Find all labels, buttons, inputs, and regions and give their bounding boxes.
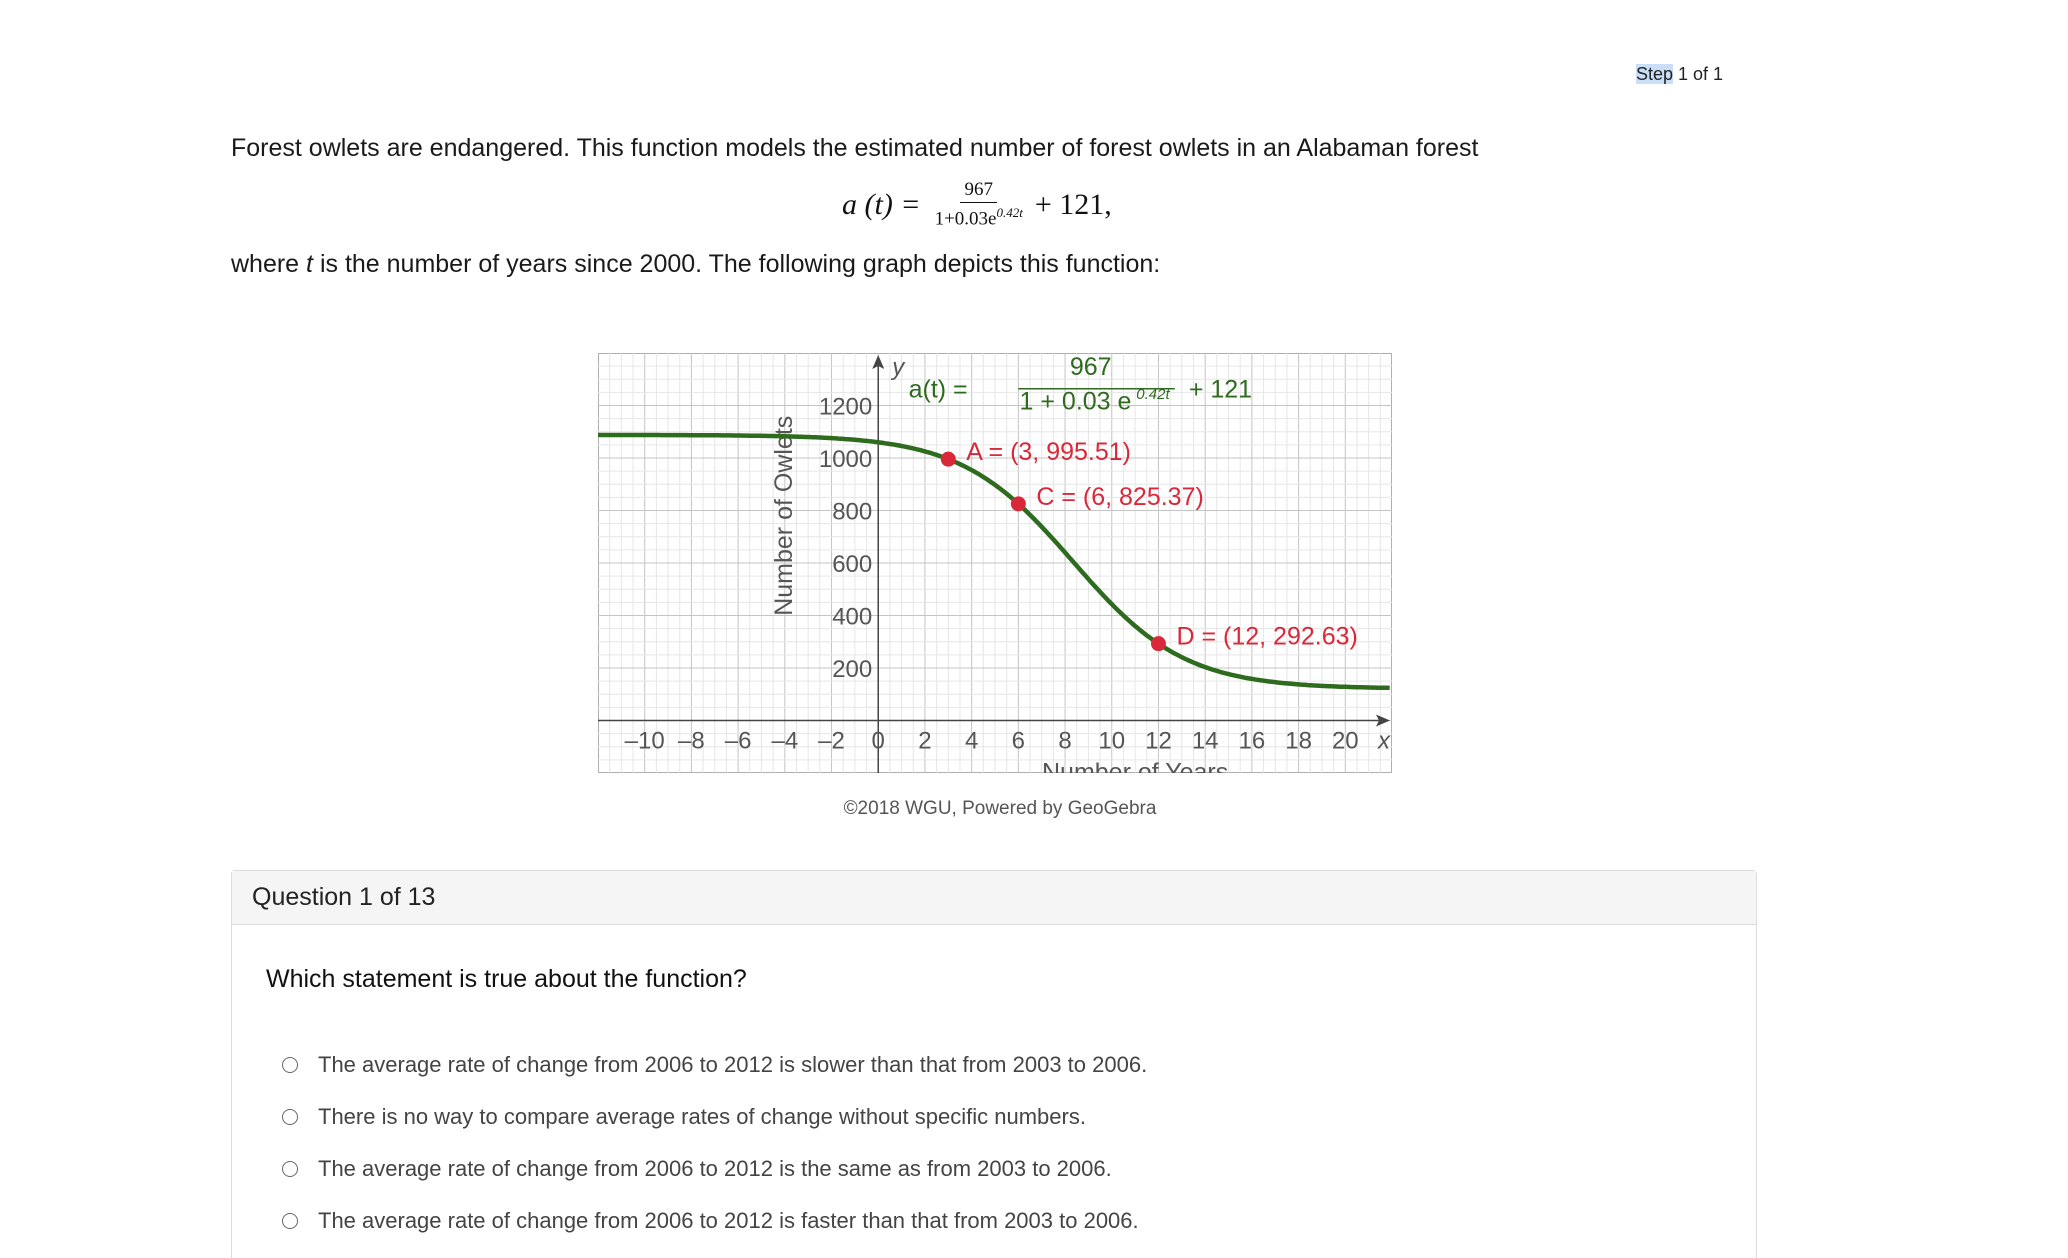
x-tick-label: –6	[724, 727, 752, 755]
answer-option-label: The average rate of change from 2006 to 2012 is the same as from 2003 to 2006.	[318, 1156, 1112, 1181]
formula-fraction	[935, 180, 1023, 229]
radio-button[interactable]	[282, 1057, 298, 1073]
answer-option[interactable]	[282, 1195, 1147, 1247]
answer-option-label: There is no way to compare average rates of change without specific numbers.	[318, 1104, 1086, 1129]
x-tick-label: 4	[964, 727, 979, 755]
x-tick-label: –2	[818, 727, 845, 755]
point-c-label: C = (6, 825.37)	[1036, 482, 1204, 511]
x-axis-name: x	[1378, 727, 1390, 755]
question-text: Which statement is true about the function?	[266, 965, 747, 993]
step-count: 1 of 1	[1673, 64, 1724, 84]
y-axis-name: y	[892, 354, 905, 381]
answer-option[interactable]	[282, 1091, 1147, 1143]
x-tick-label: 18	[1285, 727, 1312, 755]
y-tick-label: 600	[832, 551, 873, 578]
function-label-lhs: a(t) =	[908, 375, 968, 404]
x-tick-label: 16	[1238, 727, 1266, 755]
point-d-label: D = (12, 292.63)	[1176, 622, 1358, 651]
answer-option[interactable]	[282, 1143, 1147, 1195]
x-axis-label: Number of Years	[1042, 758, 1229, 773]
graph-svg	[598, 353, 1392, 773]
radio-button[interactable]	[282, 1213, 298, 1229]
point-a-label: A = (3, 995.51)	[966, 438, 1131, 467]
function-label-denominator: 1 + 0.03 e	[1019, 387, 1132, 416]
where-prefix: where	[231, 250, 307, 278]
y-tick-label: 800	[832, 498, 873, 526]
answer-option-label: The average rate of change from 2006 to 2012 is faster than that from 2003 to 2006.	[318, 1208, 1139, 1233]
x-tick-label: 14	[1191, 727, 1219, 755]
formula-denominator-base: 1+0.03e	[934, 208, 997, 230]
formula-denominator	[935, 203, 1023, 229]
function-label-rhs: + 121	[1188, 375, 1253, 404]
step-word: Step	[1636, 64, 1674, 84]
x-tick-label: –10	[624, 727, 665, 755]
point-a-marker	[941, 452, 956, 467]
y-tick-label: 1000	[818, 446, 873, 473]
x-tick-label: 12	[1145, 727, 1172, 755]
function-label-exponent: 0.42t	[1136, 386, 1170, 404]
point-c-marker	[1011, 496, 1026, 511]
answer-option-label: The average rate of change from 2006 to 2012 is slower than that from 2003 to 2006.	[318, 1052, 1148, 1077]
graph-credit: ©2018 WGU, Powered by GeoGebra	[843, 798, 1157, 819]
x-tick-label: 10	[1098, 727, 1126, 755]
question-header: Question 1 of 13	[232, 871, 1756, 925]
where-text	[231, 250, 1160, 279]
answer-option[interactable]	[282, 1039, 1147, 1091]
intro-text: Forest owlets are endangered. This function models the estimated number of forest owlets in an Alabaman forest	[231, 134, 1479, 162]
formula-rhs: + 121,	[1034, 187, 1112, 221]
question-panel	[231, 870, 1757, 1258]
radio-button[interactable]	[282, 1161, 298, 1177]
x-tick-label: 0	[871, 727, 885, 755]
x-tick-label: –4	[771, 727, 799, 755]
x-tick-label: 8	[1058, 727, 1072, 755]
function-formula	[842, 180, 1112, 229]
x-tick-label: –8	[678, 727, 705, 755]
formula-lhs: a (t) =	[842, 187, 921, 221]
where-suffix: is the number of years since 2000. The following graph depicts this function:	[313, 250, 1161, 278]
function-label-numerator: 967	[1069, 353, 1112, 381]
function-graph	[598, 353, 1392, 773]
answer-options	[282, 1039, 1147, 1247]
x-tick-label: 2	[918, 727, 932, 755]
y-tick-label: 1200	[818, 393, 873, 421]
formula-exponent: 0.42t	[996, 204, 1023, 220]
where-var: t	[306, 250, 313, 278]
step-indicator	[1636, 64, 1723, 85]
point-d-marker	[1151, 636, 1166, 651]
y-tick-label: 400	[832, 603, 873, 631]
x-tick-label: 6	[1011, 727, 1026, 755]
radio-button[interactable]	[282, 1109, 298, 1125]
y-tick-label: 200	[832, 656, 873, 683]
x-tick-label: 20	[1331, 727, 1359, 755]
y-axis-label: Number of Owlets	[769, 415, 798, 616]
formula-numerator: 967	[960, 180, 997, 203]
